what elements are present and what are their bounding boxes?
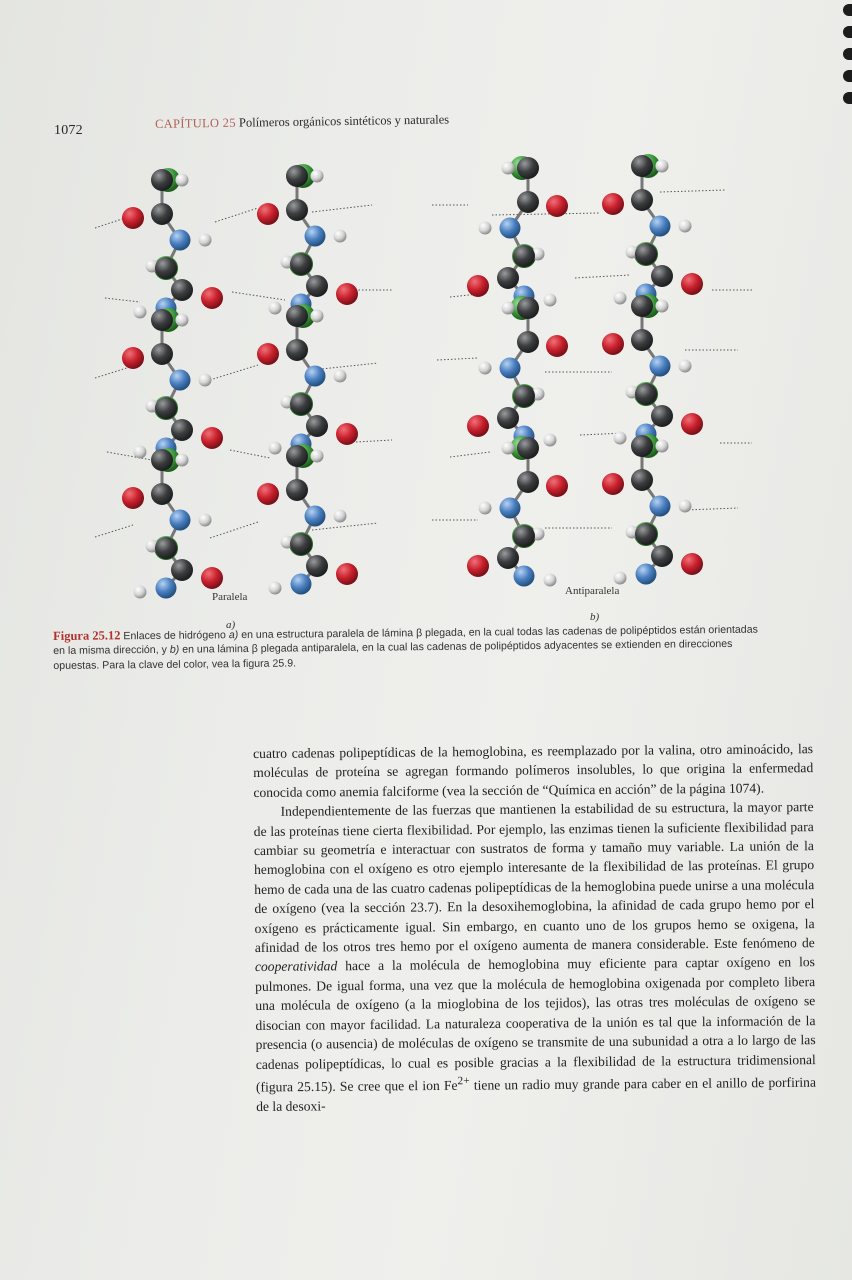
- caption-text-3: en una lámina β plegada antiparalela, en la cual las cadenas de polipéptidos adyacentes se extienden en direcciones opuestas. Para la clave del color, vea la figura 25.9.: [53, 638, 733, 672]
- hydrogen-atom: [334, 230, 347, 243]
- carbon-atom: [517, 297, 539, 319]
- hydrogen-bond: [210, 522, 258, 538]
- hydrogen-atom: [479, 502, 492, 515]
- oxygen-atom: [602, 193, 624, 215]
- paragraph-2-part-a: Independientemente de las fuerzas que mantienen la estabilidad de su estructura, la mayor parte de las proteínas tiene cierta flexibilidad. Por ejemplo, las enzimas tienen la suficiente flexibilidad para cambiar su geometría e interactuar con sustratos de forma y tamaño muy variable. La unión de la hemoglobina con el oxígeno es otro ejemplo interesante de la flexibilidad de las proteínas. El grupo hemo de cada una de las cuatro cadenas polipeptídicas de la hemoglobina puede unirse a una molécula de oxígeno (vea la sección 23.7). En la desoxihemoglobina, la afinidad de cada grupo hemo por el oxígeno es prácticamente igual. Sin embargo, en cuanto uno de los grupos hemo se oxigena, la afinidad de los otros tres hemo por el oxígeno aumenta de manera considerable. Este fenómeno de: [253, 799, 815, 956]
- carbon-atom: [151, 343, 173, 365]
- nitrogen-atom: [305, 366, 326, 387]
- hydrogen-atom: [656, 300, 669, 313]
- hydrogen-bond: [105, 298, 140, 302]
- carbon-atom: [513, 525, 535, 547]
- carbon-atom: [306, 415, 328, 437]
- oxygen-atom: [681, 413, 703, 435]
- hydrogen-bond: [312, 205, 372, 212]
- carbon-atom: [151, 449, 173, 471]
- hydrogen-atom: [656, 440, 669, 453]
- body-text: [253, 739, 816, 1116]
- hydrogen-atom: [269, 582, 282, 595]
- carbon-atom: [517, 331, 539, 353]
- hydrogen-bond: [95, 525, 133, 537]
- hydrogen-atom: [311, 170, 324, 183]
- carbon-atom: [651, 405, 673, 427]
- binding-edge: [840, 0, 852, 110]
- nitrogen-atom: [636, 564, 657, 585]
- carbon-atom: [631, 329, 653, 351]
- carbon-atom: [171, 559, 193, 581]
- oxygen-atom: [681, 273, 703, 295]
- nitrogen-atom: [305, 226, 326, 247]
- nitrogen-atom: [650, 216, 671, 237]
- oxygen-atom: [122, 207, 144, 229]
- carbon-atom: [497, 407, 519, 429]
- hydrogen-atom: [614, 292, 627, 305]
- hydrogen-bond: [215, 208, 258, 222]
- oxygen-atom: [546, 195, 568, 217]
- carbon-atom: [151, 309, 173, 331]
- carbon-atom: [651, 265, 673, 287]
- paragraph-2-part-b: hace a la molécula de hemoglobina muy eficiente para captar oxígeno en los pulmones. De igual forma, una vez que la molécula de hemoglobina oxigenada por completo libera una molécula de oxígeno (a la mioglobina de los tejidos), las otras tres moléculas de oxígeno se disocian con mayor facilidad. La naturaleza cooperativa de la unión es tal que la información de la presencia (o ausencia) de moléculas de oxígeno se transmite de una subunidad a otra a lo largo de las cadenas polipeptídicas, lo cual es posible gracias a la flexibilidad de la estructura tridimensional (figura 25.15). Se cree que el ion Fe: [255, 954, 816, 1095]
- oxygen-atom: [201, 567, 223, 589]
- oxygen-atom: [257, 483, 279, 505]
- carbon-atom: [635, 383, 657, 405]
- hydrogen-atom: [544, 294, 557, 307]
- hydrogen-atom: [311, 450, 324, 463]
- hydrogen-atom: [269, 302, 282, 315]
- oxygen-atom: [122, 347, 144, 369]
- carbon-atom: [286, 305, 308, 327]
- carbon-atom: [517, 157, 539, 179]
- term-cooperatividad: cooperatividad: [254, 958, 338, 975]
- carbon-atom: [151, 169, 173, 191]
- hydrogen-atom: [134, 586, 147, 599]
- oxygen-atom: [602, 333, 624, 355]
- oxygen-atom: [336, 563, 358, 585]
- paragraph-2-part-c: tiene un radio muy grande para caber en el anillo de porfirina de la desoxi-: [256, 1074, 817, 1114]
- oxygen-atom: [467, 555, 489, 577]
- nitrogen-atom: [650, 356, 671, 377]
- hydrogen-atom: [334, 510, 347, 523]
- carbon-atom: [635, 523, 657, 545]
- oxygen-atom: [336, 423, 358, 445]
- nitrogen-atom: [500, 498, 521, 519]
- carbon-atom: [513, 385, 535, 407]
- hydrogen-bond: [575, 275, 630, 278]
- nitrogen-atom: [170, 510, 191, 531]
- hydrogen-atom: [479, 362, 492, 375]
- hydrogen-atom: [199, 374, 212, 387]
- nitrogen-atom: [170, 230, 191, 251]
- hydrogen-bond: [356, 440, 392, 442]
- oxygen-atom: [467, 275, 489, 297]
- carbon-atom: [290, 393, 312, 415]
- oxygen-atom: [122, 487, 144, 509]
- carbon-atom: [631, 189, 653, 211]
- oxygen-atom: [336, 283, 358, 305]
- hydrogen-atom: [679, 360, 692, 373]
- carbon-atom: [155, 537, 177, 559]
- hydrogen-atom: [479, 222, 492, 235]
- hydrogen-bond: [492, 213, 600, 215]
- carbon-atom: [155, 397, 177, 419]
- hydrogen-atom: [614, 572, 627, 585]
- paragraph-1: cuatro cadenas polipeptídicas de la hemoglobina, es reemplazado por la valina, otro aminoácido, las moléculas de proteína se agregan formando polímeros insolubles, lo que origina la enfermedad conocida como anemia falciforme (vea la sección de “Química en acción” de la página 1074).: [253, 741, 814, 800]
- nitrogen-atom: [156, 578, 177, 599]
- caption-text-2: en una estructura paralela de lámina β plegada, en la cual todas las cadenas de polipéptidos están orientadas en la misma dirección, y: [53, 623, 758, 658]
- hydrogen-bond: [232, 292, 285, 300]
- oxygen-atom: [602, 473, 624, 495]
- hydrogen-bond: [660, 190, 726, 192]
- nitrogen-atom: [170, 370, 191, 391]
- chapter-label: CAPÍTULO 25: [155, 115, 236, 131]
- carbon-atom: [286, 165, 308, 187]
- running-head: [155, 112, 449, 132]
- carbon-atom: [497, 267, 519, 289]
- carbon-atom: [631, 295, 653, 317]
- hydrogen-atom: [269, 442, 282, 455]
- hydrogen-bond: [437, 358, 478, 360]
- oxygen-atom: [257, 343, 279, 365]
- hydrogen-atom: [502, 442, 515, 455]
- oxygen-atom: [201, 427, 223, 449]
- hydrogen-atom: [544, 434, 557, 447]
- figure-caption: [53, 622, 761, 673]
- carbon-atom: [171, 279, 193, 301]
- hydrogen-atom: [199, 514, 212, 527]
- hydrogen-atom: [134, 446, 147, 459]
- caption-text-1: Enlaces de hidrógeno: [120, 629, 229, 643]
- carbon-atom: [306, 555, 328, 577]
- oxygen-atom: [201, 287, 223, 309]
- carbon-atom: [306, 275, 328, 297]
- hydrogen-bond: [685, 508, 738, 510]
- hydrogen-bond: [210, 365, 258, 380]
- hydrogen-bond: [312, 523, 378, 530]
- hydrogen-atom: [679, 220, 692, 233]
- oxygen-atom: [546, 475, 568, 497]
- carbon-atom: [517, 437, 539, 459]
- nitrogen-atom: [650, 496, 671, 517]
- nitrogen-atom: [514, 566, 535, 587]
- oxygen-atom: [681, 553, 703, 575]
- carbon-atom: [286, 339, 308, 361]
- carbon-atom: [286, 479, 308, 501]
- hydrogen-atom: [311, 310, 324, 323]
- hydrogen-atom: [502, 162, 515, 175]
- hydrogen-atom: [614, 432, 627, 445]
- hydrogen-atom: [544, 574, 557, 587]
- oxygen-atom: [546, 335, 568, 357]
- hydrogen-atom: [176, 174, 189, 187]
- carbon-atom: [151, 483, 173, 505]
- carbon-atom: [290, 533, 312, 555]
- caption-b: b): [169, 643, 180, 657]
- carbon-atom: [497, 547, 519, 569]
- carbon-atom: [286, 199, 308, 221]
- hydrogen-atom: [134, 306, 147, 319]
- beta-sheet-figure: [0, 140, 852, 630]
- label-b: b): [590, 611, 600, 623]
- carbon-atom: [286, 445, 308, 467]
- nitrogen-atom: [305, 506, 326, 527]
- nitrogen-atom: [500, 218, 521, 239]
- carbon-atom: [631, 469, 653, 491]
- hydrogen-atom: [176, 314, 189, 327]
- hydrogen-bond: [450, 452, 490, 457]
- caption-label: Figura 25.12: [53, 628, 121, 643]
- carbon-atom: [517, 471, 539, 493]
- molecular-strands: [95, 154, 752, 599]
- label-antiparalela: Antiparalela: [565, 585, 620, 597]
- carbon-atom: [513, 245, 535, 267]
- oxygen-atom: [257, 203, 279, 225]
- carbon-atom: [155, 257, 177, 279]
- oxygen-atom: [467, 415, 489, 437]
- hydrogen-atom: [656, 160, 669, 173]
- page-number: 1072: [54, 123, 83, 138]
- carbon-atom: [631, 155, 653, 177]
- nitrogen-atom: [291, 574, 312, 595]
- hydrogen-atom: [679, 500, 692, 513]
- chapter-title: Polímeros orgánicos sintéticos y naturales: [238, 112, 450, 130]
- paragraph-2: [254, 797, 817, 1116]
- carbon-atom: [651, 545, 673, 567]
- carbon-atom: [631, 435, 653, 457]
- hydrogen-atom: [334, 370, 347, 383]
- nitrogen-atom: [500, 358, 521, 379]
- hydrogen-atom: [176, 454, 189, 467]
- carbon-atom: [151, 203, 173, 225]
- hydrogen-atom: [502, 302, 515, 315]
- carbon-atom: [290, 253, 312, 275]
- carbon-atom: [635, 243, 657, 265]
- superscript-charge: 2+: [457, 1075, 470, 1088]
- carbon-atom: [171, 419, 193, 441]
- caption-a: a): [228, 629, 239, 642]
- hydrogen-bond: [95, 366, 133, 378]
- carbon-atom: [517, 191, 539, 213]
- hydrogen-bond: [230, 450, 270, 458]
- label-paralela: Paralela: [212, 591, 248, 603]
- hydrogen-atom: [199, 234, 212, 247]
- label-a: a): [226, 619, 236, 630]
